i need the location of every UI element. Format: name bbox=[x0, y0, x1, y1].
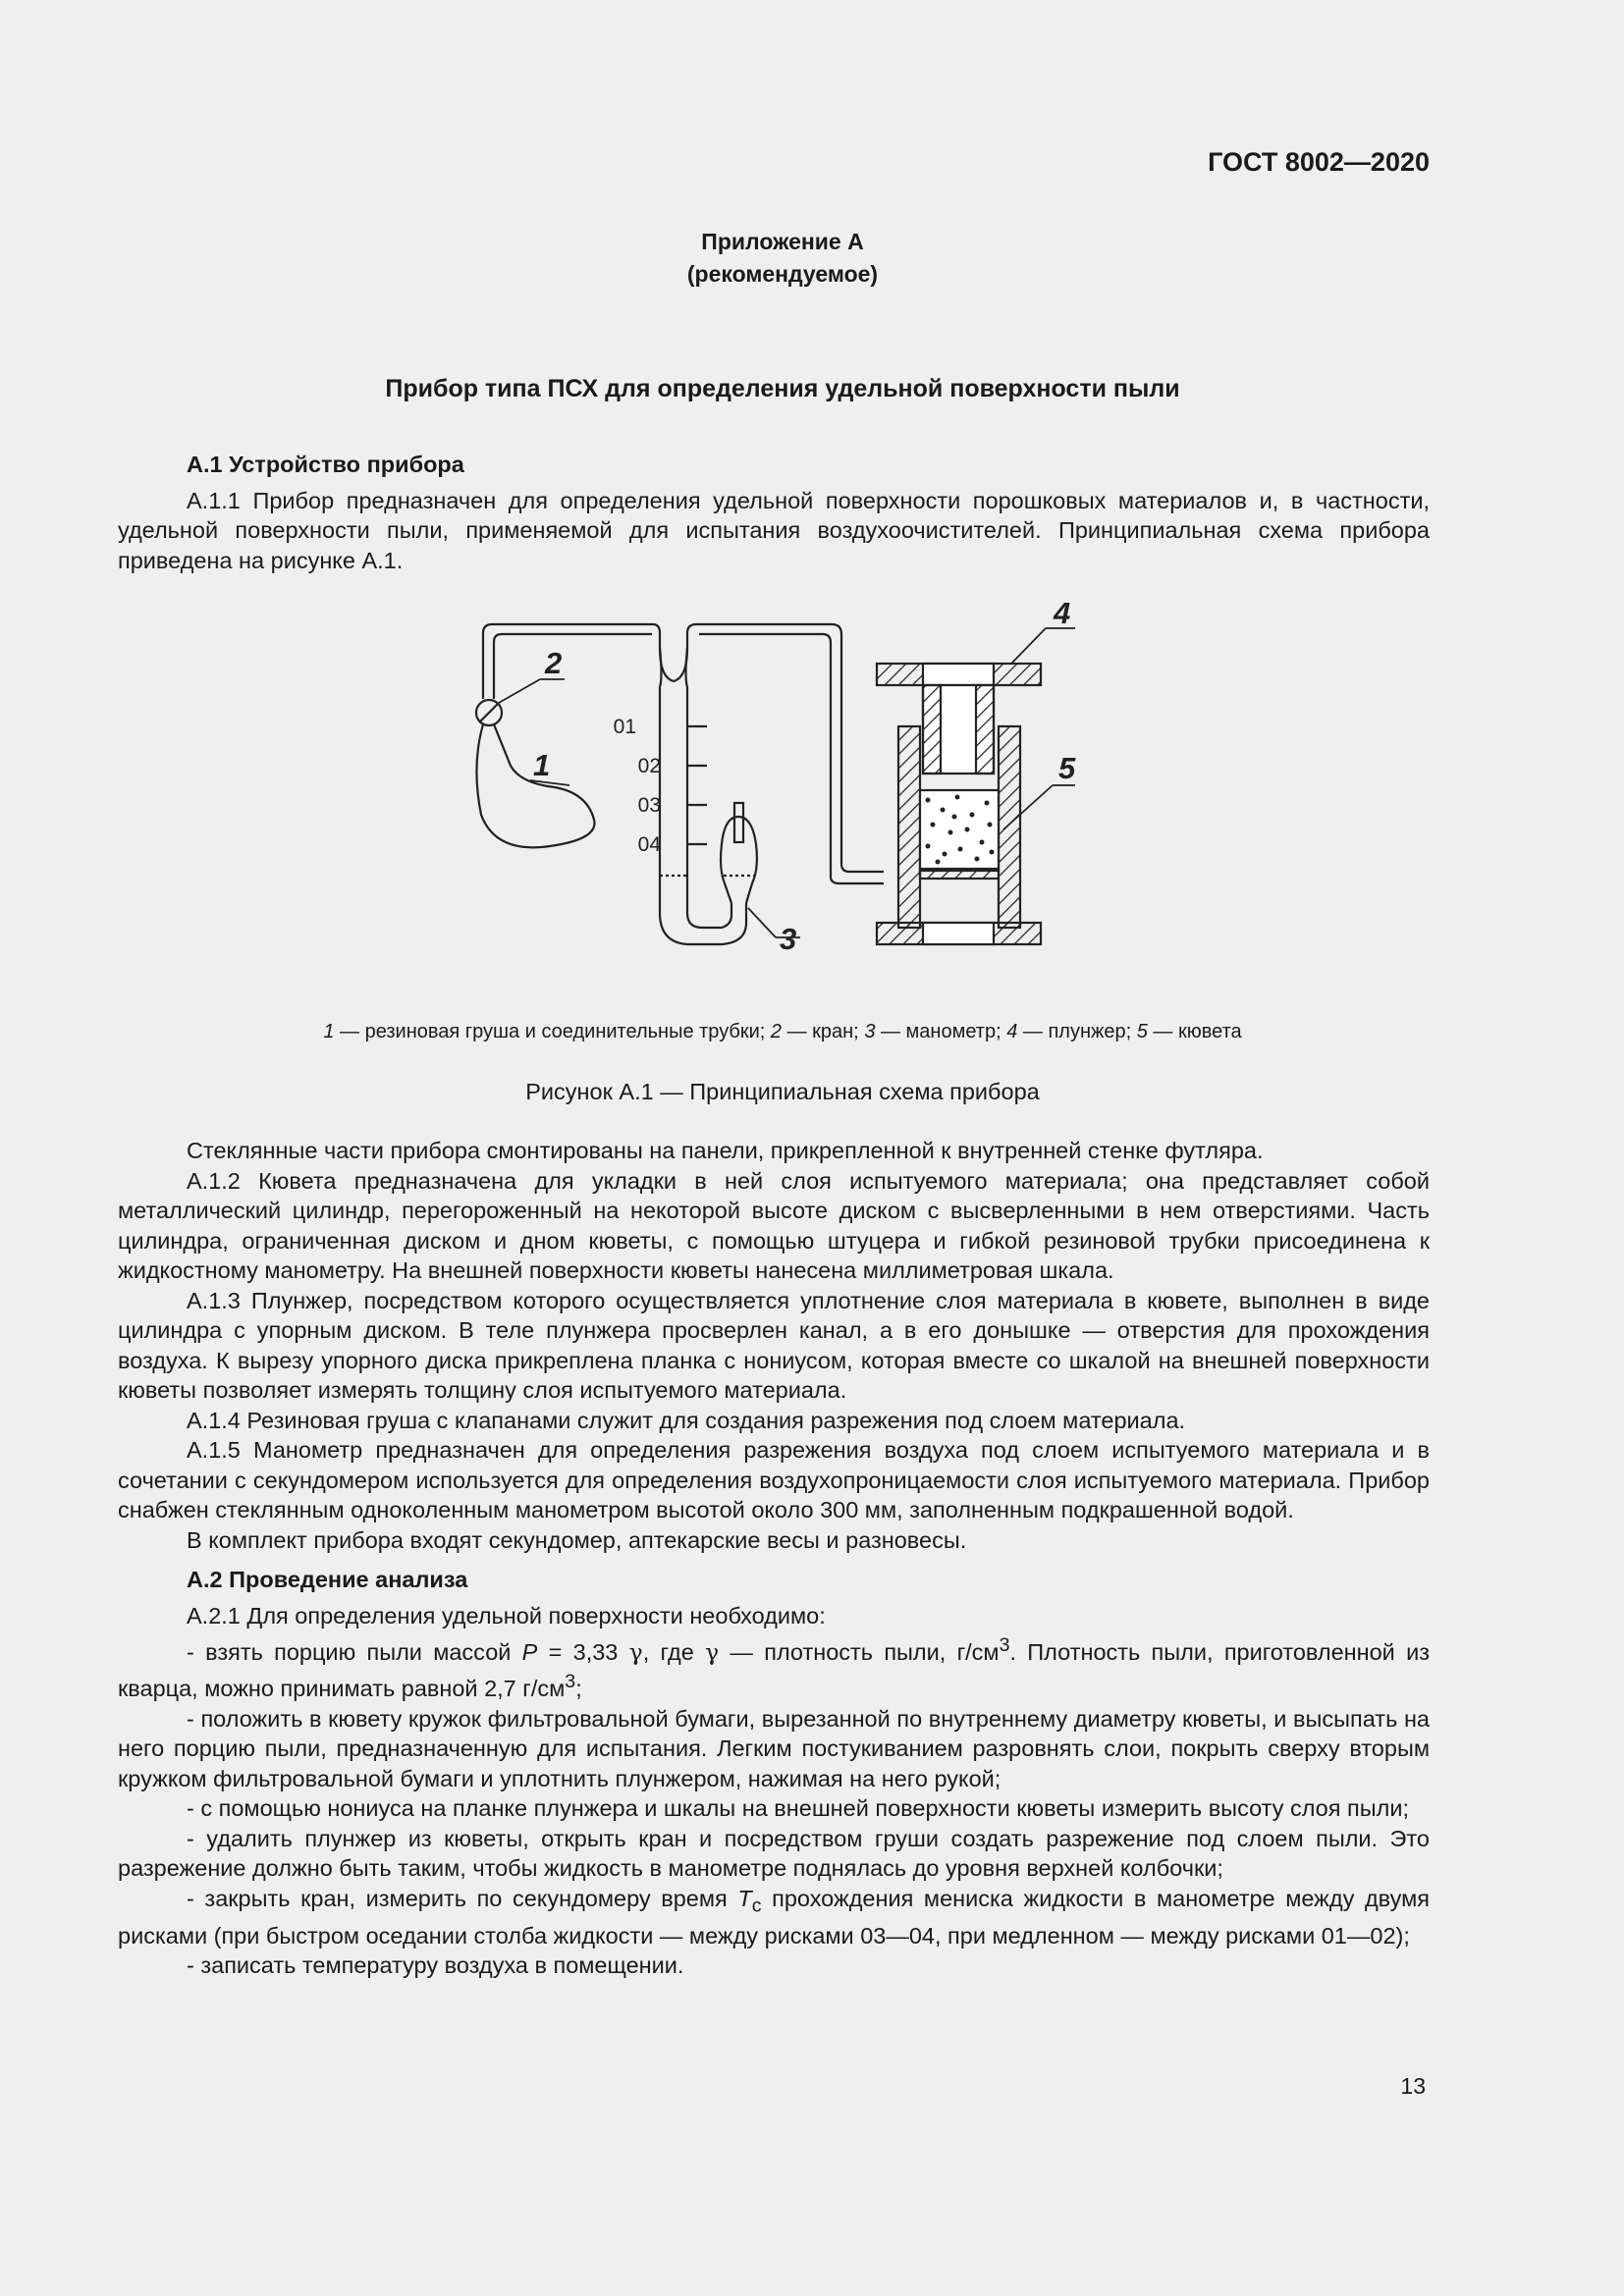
section-a1-body bbox=[118, 1136, 1430, 1981]
bullet-filter-paper: - положить в кювету кружок фильтровальной бумаги, вырезанной по внутреннему диаметру кюветы, и высыпать на него порцию пыли, предназначенную для испытания. Легким постукиванием разровнять слои, покрыть сверху вторым кружком фильтровальной бумаги и уплотнить плунжером, нажимая на него рукой; bbox=[118, 1705, 1430, 1791]
legend-text-5: — кювета bbox=[1147, 1021, 1242, 1042]
label-2: 2 bbox=[545, 646, 563, 680]
paragraph-kit: В комплект прибора входят секундомер, аптекарские весы и разновесы. bbox=[187, 1526, 967, 1553]
scale-01: 01 bbox=[613, 716, 636, 738]
bullet-take-sample: - взять порцию пыли массой P = 3,33 γ, где γ — плотность пыли, $г/см^3$. Плотность пыли, приготовленной из кварца, можно принимать равной 2,7 $г/см^3$; bbox=[118, 1634, 1430, 1702]
legend-num-2: 2 bbox=[770, 1021, 783, 1042]
legend-num-4: 4 bbox=[1006, 1021, 1018, 1042]
scale-02: 02 bbox=[637, 755, 661, 777]
legend-text-4: — плунжер; bbox=[1017, 1021, 1137, 1042]
bullet-measure-height: - с помощью нониуса на планке плунжера и шкалы на внешней поверхности кюветы измерить высоту слоя пыли; bbox=[187, 1795, 1409, 1822]
figure-legend bbox=[0, 1021, 1565, 1043]
legend-num-3: 3 bbox=[864, 1021, 876, 1042]
legend-num-1: 1 bbox=[323, 1021, 335, 1042]
scale-03: 03 bbox=[637, 794, 661, 817]
section-a2-heading: А.2 Проведение анализа bbox=[187, 1567, 468, 1592]
legend-num-5: 5 bbox=[1136, 1021, 1148, 1042]
paragraph-glass-parts: Стеклянные части прибора смонтированы на панели, прикрепленной к внутренней стенке футляра. bbox=[187, 1138, 1264, 1163]
legend-text-2: — кран; bbox=[782, 1021, 865, 1042]
bullet-record-temperature: - записать температуру воздуха в помещении. bbox=[187, 1952, 684, 1979]
label-1: 1 bbox=[533, 748, 551, 782]
figure-a1-schematic bbox=[461, 594, 1076, 967]
paragraph-a1-4: А.1.4 Резиновая груша с клапанами служит для создания разрежения под слоем материала. bbox=[187, 1407, 1186, 1433]
annex-title: Приложение А bbox=[701, 229, 864, 254]
section-a1-heading: А.1 Устройство прибора bbox=[187, 452, 464, 477]
bullet-measure-time: - закрыть кран, измерить по секундомеру время $T_c$ прохождения мениска жидкости в манометре между двумя рисками (при быстром оседании столба жидкости — между рисками 03—04, при медленном — между рисками 01—02); bbox=[118, 1885, 1430, 1949]
annex-main-title: Прибор типа ПСХ для определения удельной поверхности пыли bbox=[385, 375, 1180, 402]
annex-status: (рекомендуемое) bbox=[686, 261, 879, 287]
section-a1 bbox=[118, 450, 1430, 575]
annex-heading bbox=[0, 226, 1565, 291]
paragraph-a1-2: А.1.2 Кювета предназначена для укладки в ней слоя испытуемого материала; она представляет собой металлический цилиндр, перегороженный на некоторой высоте диском с высверленными в нем отверстиями. Часть цилиндра, ограниченная диском и дном кюветы, с помощью штуцера и гибкой резиновой трубки присоединена к жидкостному манометру. На внешней поверхности кюветы нанесена миллиметровая шкала. bbox=[118, 1167, 1430, 1283]
paragraph-a1-5: А.1.5 Манометр предназначен для определения разрежения воздуха под слоем испытуемого материала и в сочетании с секундомером используется для определения воздухопроницаемости слоя испытуемого материала. Прибор снабжен стеклянным одноколенным манометром высотой около 300 мм, заполненным подкрашенной водой. bbox=[118, 1437, 1430, 1522]
legend-text-3: — манометр; bbox=[875, 1021, 1007, 1042]
page-number: 13 bbox=[1400, 2073, 1426, 2099]
paragraph-a1-3: А.1.3 Плунжер, посредством которого осуществляется уплотнение слоя материала в кювете, выполнен в виде цилиндра с упорным диском. В теле плунжера просверлен канал, а в его донышке — отверстия для прохождения воздуха. К вырезу упорного диска прикреплена планка с нониусом, которая вместе со шкалой на внешней поверхности кюветы позволяет измерять толщину слоя испытуемого материала. bbox=[118, 1287, 1430, 1403]
figure-title: Рисунок А.1 — Принципиальная схема прибора bbox=[525, 1079, 1040, 1104]
bullet-create-vacuum: - удалить плунжер из кюветы, открыть кран и посредством груши создать разрежение под слоем пыли. Это разрежение должно быть таким, чтобы жидкость в манометре поднялась до уровня верхней колбочки; bbox=[118, 1825, 1430, 1882]
paragraph-a1-1: А.1.1 Прибор предназначен для определения удельной поверхности порошковых материалов и, в частности, удельной поверхности пыли, применяемой для испытания воздухоочистителей. Принципиальная схема прибора приведена на рисунке А.1. bbox=[118, 487, 1430, 573]
label-3: 3 bbox=[780, 922, 797, 956]
label-4: 4 bbox=[1054, 596, 1071, 630]
scale-04: 04 bbox=[637, 833, 661, 856]
standard-code: ГОСТ 8002—2020 bbox=[1208, 147, 1430, 177]
legend-text-1: — резиновая груша и соединительные трубки; bbox=[334, 1021, 771, 1042]
paragraph-a2-1: А.2.1 Для определения удельной поверхности необходимо: bbox=[187, 1602, 826, 1629]
label-5: 5 bbox=[1058, 751, 1076, 785]
